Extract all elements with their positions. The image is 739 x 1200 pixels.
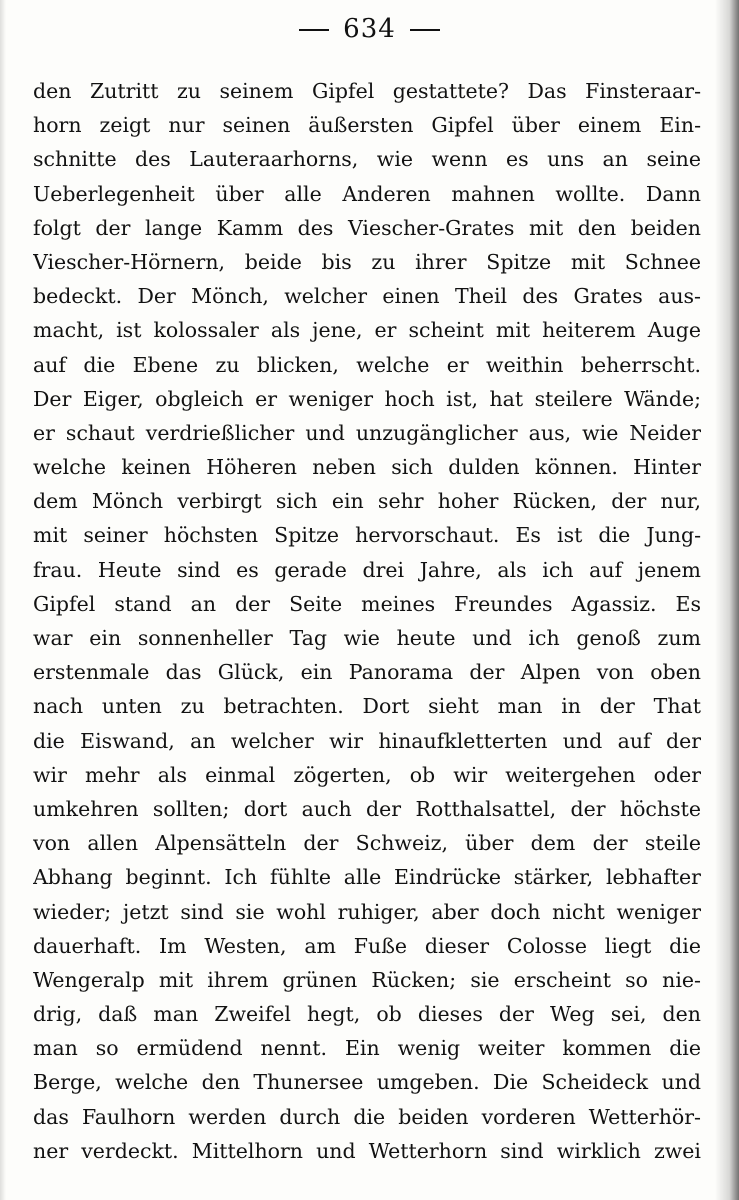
text-line: man so ermüdend nennt. Ein wenig weiter kommen die [33, 1036, 701, 1061]
text-line: auf die Ebene zu blicken, welche er weithin beherrscht. [33, 352, 701, 377]
text-line: Der Eiger, obgleich er weniger hoch ist, hat steilere Wände; [33, 386, 701, 411]
text-line: dauerhaft. Im Westen, am Fuße dieser Colosse liegt die [33, 933, 701, 958]
header-dash-right [410, 29, 440, 31]
text-line: wieder; jetzt sind sie wohl ruhiger, aber doch nicht weniger [33, 899, 701, 924]
page-gutter-shadow [715, 0, 739, 1200]
text-line: drig, daß man Zweifel hegt, ob dieses der Weg sei, den [33, 1002, 701, 1027]
text-line: folgt der lange Kamm des Viescher-Grates mit den beiden [33, 215, 701, 240]
text-line: Ueberlegenheit über alle Anderen mahnen wollte. Dann [33, 181, 701, 206]
text-line: mit seiner höchsten Spitze hervorschaut. Es ist die Jung- [33, 523, 701, 548]
text-line: erstenmale das Glück, ein Panorama der Alpen von oben [33, 660, 701, 685]
text-line: das Faulhorn werden durch die beiden vorderen Wetterhör- [33, 1104, 701, 1129]
text-line: welche keinen Höheren neben sich dulden können. Hinter [33, 455, 701, 480]
text-line: Berge, welche den Thunersee umgeben. Die Scheideck und [33, 1070, 701, 1095]
body-text [33, 74, 701, 1168]
text-line: nach unten zu betrachten. Dort sieht man in der That [33, 694, 701, 719]
text-line: Viescher-Hörnern, beide bis zu ihrer Spitze mit Schnee [33, 249, 701, 274]
text-line: wir mehr als einmal zögerten, ob wir weitergehen oder [33, 762, 701, 787]
text-line: macht, ist kolossaler als jene, er scheint mit heiterem Auge [33, 318, 701, 343]
text-line: ner verdeckt. Mittelhorn und Wetterhorn sind wirklich zwei [33, 1138, 701, 1163]
text-line: Gipfel stand an der Seite meines Freundes Agassiz. Es [33, 591, 701, 616]
text-line: horn zeigt nur seinen äußersten Gipfel über einem Ein- [33, 113, 701, 138]
text-line: er schaut verdrießlicher und unzugänglicher aus, wie Neider [33, 420, 701, 445]
text-line: umkehren sollten; dort auch der Rotthalsattel, der höchste [33, 796, 701, 821]
page-header [0, 14, 739, 44]
text-line: war ein sonnenheller Tag wie heute und ich genoß zum [33, 626, 701, 650]
text-line: schnitte des Lauteraarhorns, wie wenn es uns an seine [33, 147, 701, 172]
text-line: frau. Heute sind es gerade drei Jahre, als ich auf jenem [33, 557, 701, 582]
text-line: von allen Alpensätteln der Schweiz, über dem der steile [33, 831, 701, 856]
text-line: bedeckt. Der Mönch, welcher einen Theil des Grates aus- [33, 284, 701, 309]
page-number: 634 [343, 14, 396, 44]
header-dash-left [299, 29, 329, 31]
text-line: dem Mönch verbirgt sich ein sehr hoher Rücken, der nur, [33, 489, 701, 514]
text-line: den Zutritt zu seinem Gipfel gestattete? Das Finsteraar- [33, 79, 701, 103]
text-line: Wengeralp mit ihrem grünen Rücken; sie erscheint so nie- [33, 967, 701, 992]
text-line: Abhang beginnt. Ich fühlte alle Eindrücke stärker, lebhafter [33, 865, 701, 890]
text-line: die Eiswand, an welcher wir hinaufkletterten und auf der [33, 728, 701, 753]
page-left-shadow [0, 0, 6, 1200]
